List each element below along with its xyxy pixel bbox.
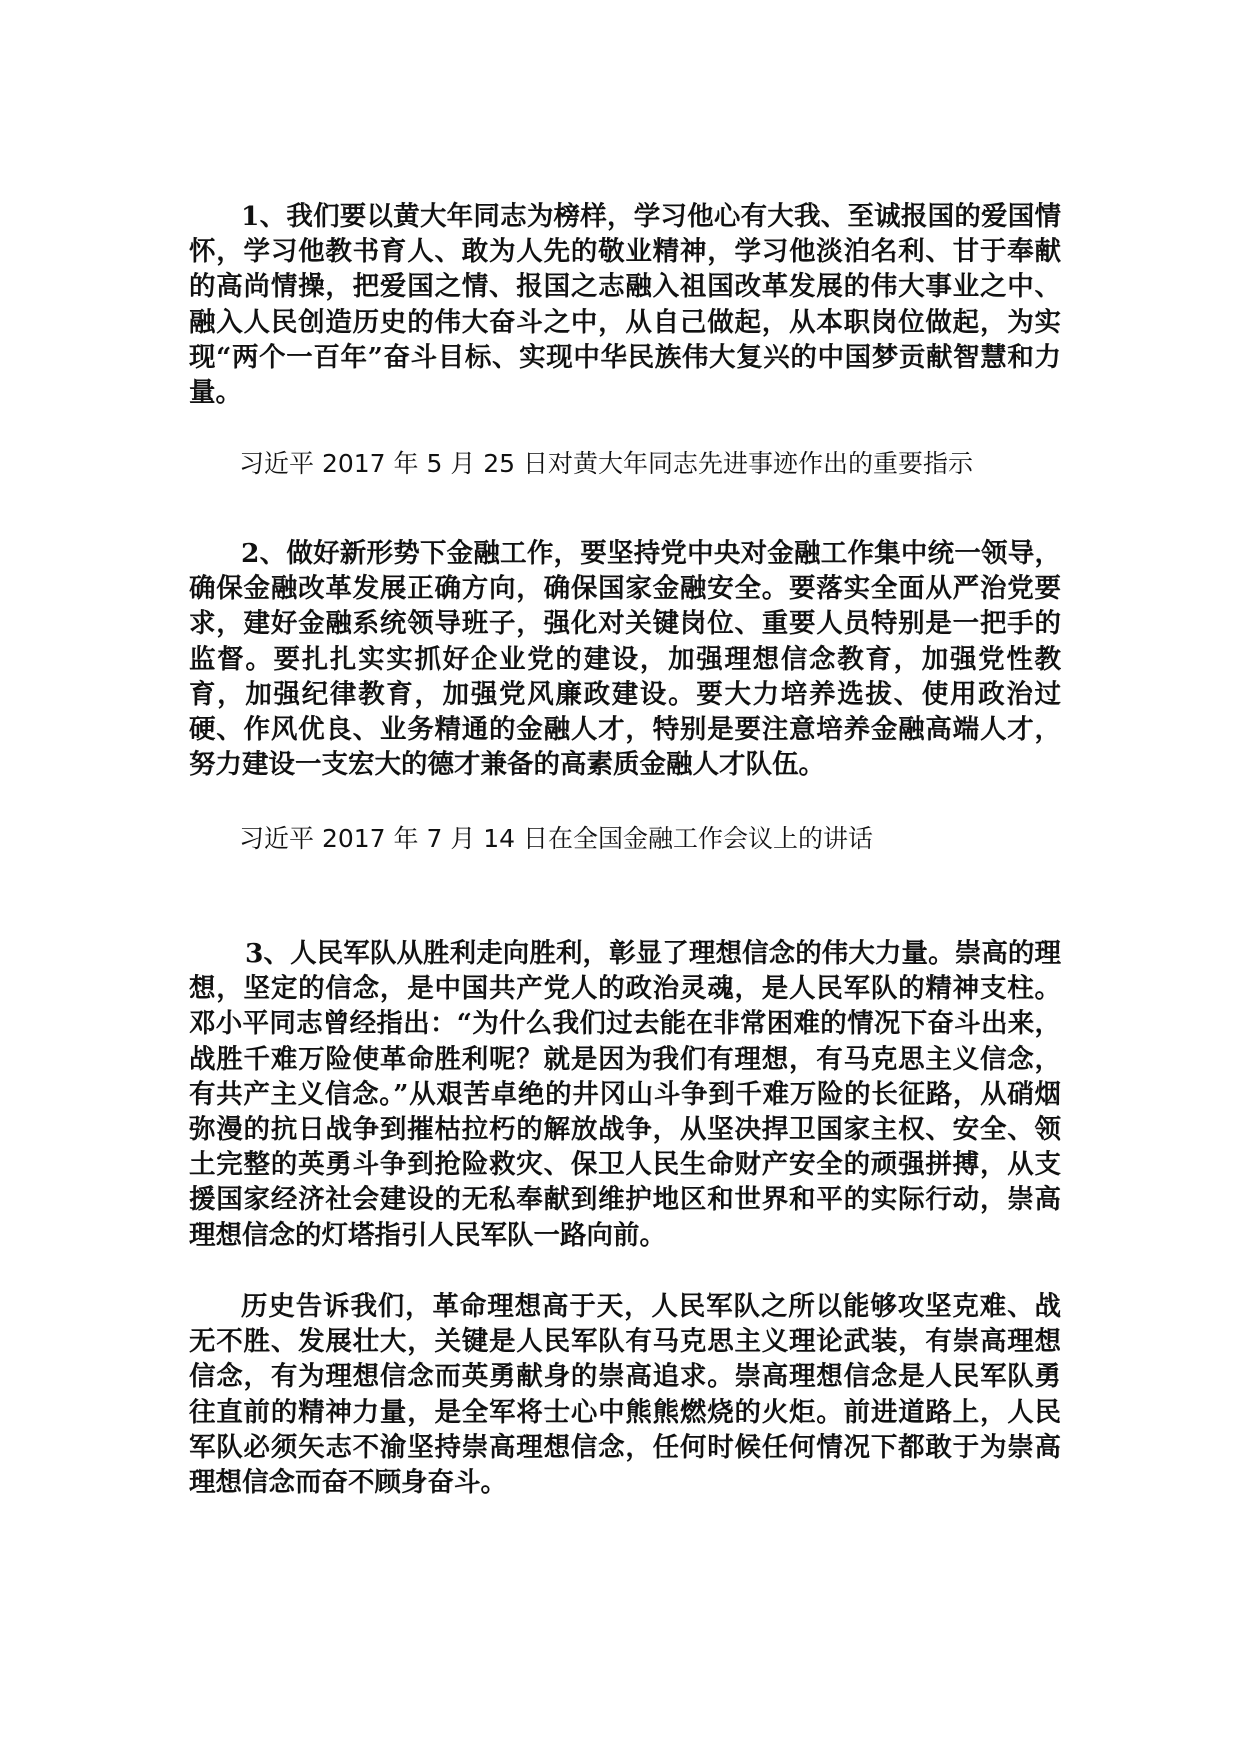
paragraph-3: 3、人民军队从胜利走向胜利，彰显了理想信念的伟大力量。崇高的理想，坚定的信念，是中国共产党人的政治灵魂，是人民军队的精神支柱。邓小平同志曾经指出：“为什么我们过去能在非常困难的情况下奋斗出来，战胜千难万险使革命胜利呢？就是因为我们有理想，有马克思主义信念，有共产主义信念。”从艰苦卓绝的井冈山斗争到千难万险的长征路，从硝烟弥漫的抗日战争到摧枯拉朽的解放战争，从坚决捍卫国家主权、安全、领土完整的英勇斗争到抢险救灾、保卫人民生命财产安全的顽强拼搏，从支援国家经济社会建设的无私奉献到维护地区和世界和平的实际行动，崇高理想信念的灯塔指引人民军队一路向前。 <box>189 938 1061 1251</box>
paragraph-4-block <box>189 1289 1061 1500</box>
paragraph-2: 2、做好新形势下金融工作，要坚持党中央对金融工作集中统一领导，确保金融改革发展正确方向，确保国家金融安全。要落实全面从严治党要求，建好金融系统领导班子，强化对关键岗位、重要人员特别是一把手的监督。要扎扎实实抓好企业党的建设，加强理想信念教育，加强党性教育，加强纪律教育，加强党风廉政建设。要大力培养选拔、使用政治过硬、作风优良、业务精通的金融人才，特别是要注意培养金融高端人才，努力建设一支宏大的德才兼备的高素质金融人才队伍。 <box>189 538 1061 781</box>
paragraph-4: 历史告诉我们，革命理想高于天，人民军队之所以能够攻坚克难、战无不胜、发展壮大，关键是人民军队有马克思主义理论武装，有崇高理想信念，有为理想信念而英勇献身的崇高追求。崇高理想信念是人民军队勇往直前的精神力量，是全军将士心中熊熊燃烧的火炬。前进道路上，人民军队必须矢志不渝坚持崇高理想信念，任何时候任何情况下都敢于为崇高理想信念而奋不顾身奋斗。 <box>189 1291 1061 1499</box>
citation-2-block <box>189 822 1061 856</box>
paragraph-1-block <box>189 199 1061 410</box>
paragraph-1: 1、我们要以黄大年同志为榜样，学习他心有大我、至诚报国的爱国情怀，学习他教书育人、敢为人先的敬业精神，学习他淡泊名利、甘于奉献的高尚情操，把爱国之情、报国之志融入祖国改革发展的伟大事业之中、融入人民创造历史的伟大奋斗之中，从自己做起，从本职岗位做起，为实现“两个一百年”奋斗目标、实现中华民族伟大复兴的中国梦贡献智慧和力量。 <box>189 201 1061 409</box>
citation-1: 习近平 2017 年 5 月 25 日对黄大年同志先进事迹作出的重要指示 <box>239 449 974 478</box>
paragraph-2-block <box>189 536 1061 782</box>
citation-2: 习近平 2017 年 7 月 14 日在全国金融工作会议上的讲话 <box>239 824 874 853</box>
citation-1-block <box>189 447 1061 481</box>
paragraph-3-block <box>189 936 1061 1253</box>
